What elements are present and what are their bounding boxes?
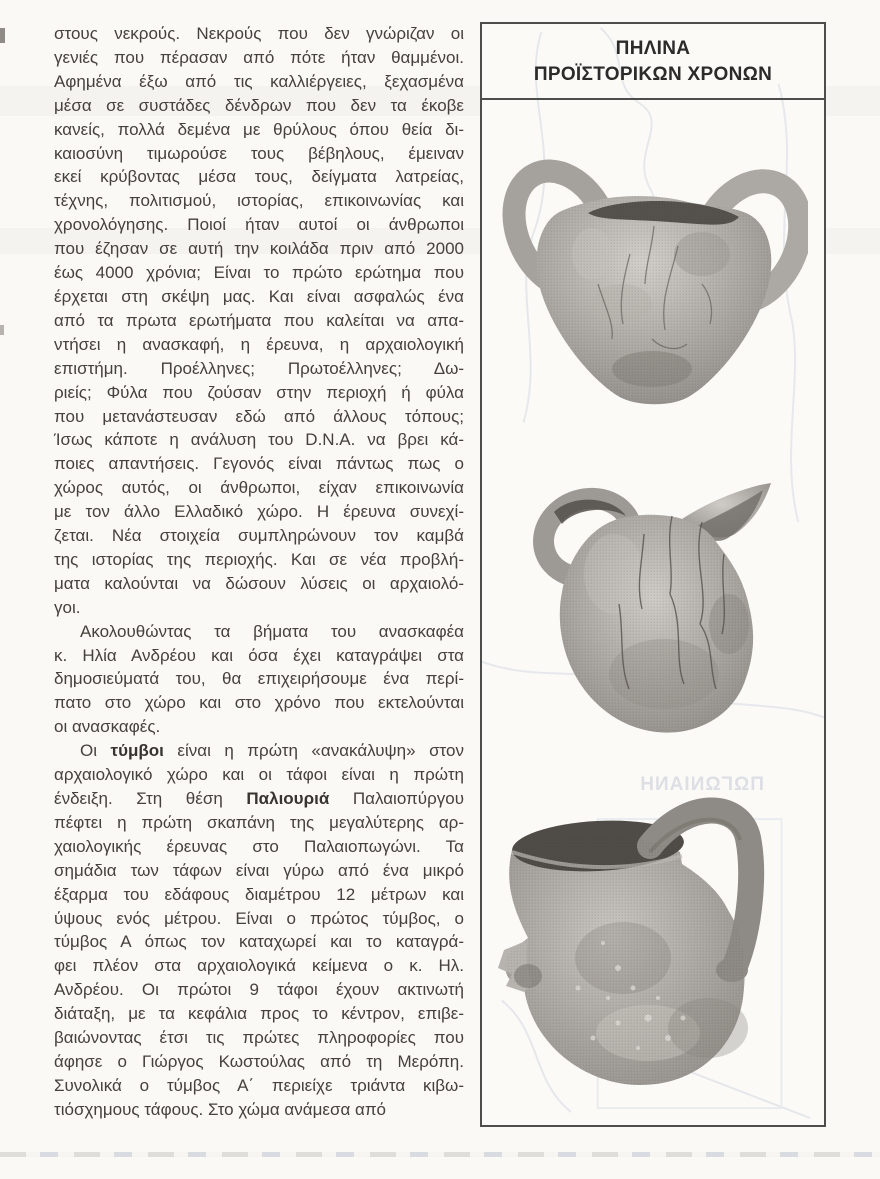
text-line: εκεί κρύβοντας μέσα τους, δείγματα λατρείας, [54, 167, 464, 187]
bleedthrough-text: ΠΩΓΩΝΙΑΝΗ [639, 774, 764, 795]
text-line: έως 4000 χρόνια; Είναι το πρώτο ερώτημα που [54, 263, 464, 283]
pot-photo-jug [524, 474, 782, 752]
text-line: επιστήμη. Προέλληνες; Πρωτοέλληνες; Δω- [54, 358, 464, 378]
text-line: οι ανασκαφές. [54, 717, 161, 737]
text-line: της ιστορίας της περιοχής. Και σε νέα προβλή- [54, 549, 464, 569]
text-line: ποιες απαντήσεις. Γεγονός είναι πάντως πως ο [54, 454, 464, 474]
text-line: τέχνης, πολιτισμού, ιστορίας, επικοινωνίας και [54, 191, 464, 211]
text-line: τιόσχημους τάφους. Στο χώμα ανάμεσα από [54, 1099, 387, 1119]
photo-panel [480, 22, 826, 1127]
text-line: που έζησαν σε αυτή την κοιλάδα πριν από 2000 [54, 239, 464, 259]
text-line: έρχεται στη σκέψη μας. Και είναι ασφαλώς ένα [54, 286, 464, 306]
panel-header [482, 24, 824, 100]
paragraph [54, 22, 464, 620]
paragraph [54, 620, 464, 740]
text-line: χαιολογικής έρευνας στο Παλαιοπωγώνι. Τα [54, 836, 464, 856]
text-line: στους νεκρούς. Νεκρούς που δεν γνώριζαν οι [54, 24, 464, 43]
text-line: γοι. [54, 597, 81, 617]
text-line: δημοσιεύματά του, θα επιχειρήσουμε ένα περί- [54, 669, 464, 689]
text-line: Ίσως κάποτε η ανάλυση του D.N.A. να βρει κά- [54, 430, 464, 450]
text-line: ύψους ενός μέτρου. Είναι ο πρώτος τύμβος, ο [54, 908, 464, 928]
article-text-column [54, 22, 464, 1122]
text-line: με τον άλλο Ελλαδικό χώρο. Η έρευνα συνεχί- [54, 502, 464, 522]
text-line: που μετανάστευσαν εδώ από άλλους τόπους; [54, 406, 464, 426]
text-line: Ανδρέου. Οι πρώτοι 9 τάφοι έχουν ακτινωτή [54, 980, 464, 1000]
text-line: ριείς; Φύλα που ζούσαν στην περιοχή ή φύλα [54, 382, 464, 402]
text-line: έξαρμα του εδάφους διαμέτρου 12 μέτρων και [54, 884, 464, 904]
panel-title-line1: ΠΗΛΙΝΑ [615, 37, 691, 59]
pot-cup-illustration [498, 788, 776, 1104]
text-line: διάταξη, με τα κεφάλια προς το κέντρον, επιβε- [54, 1004, 464, 1024]
paragraph [54, 739, 464, 1122]
text-line: Ακολουθώντας τα βήματα του ανασκαφέα [80, 621, 464, 641]
text-line: σημάδια των τάφων είναι γύρω από ένα μικρό [54, 860, 464, 880]
text-line: γενιές που πέρασαν από πότε ήταν θαμμένοι. [54, 47, 464, 67]
text-line: Συνολικά ο τύμβος Α΄ περιείχε τριάντα κιβω- [54, 1075, 464, 1095]
text-line: χώρος αυτός, οι άνθρωποι, είχαν επικοινωνία [54, 478, 464, 498]
text-line: άφησε ο Γιώργος Κωστούλας από τη Μερόπη. [54, 1051, 464, 1071]
text-line: ντήσει η ανασκαφή, η έρευνα, η αρχαιολογική [54, 334, 464, 354]
pot-photo-amphora [502, 134, 808, 416]
text-line: τύμβος Α όπως τον καταχωρεί και το καταγρά- [54, 932, 464, 952]
text-line: Αφημένα έξω από τις καλλιέργειες, ξεχασμένα [54, 71, 464, 91]
text-line: βαιώνοντας έτσι τις πρώτες πληροφορίες που [54, 1028, 464, 1048]
text-line: χρονολόγησης. Ποιοί ήταν αυτοί οι άνθρωποι [54, 215, 464, 235]
text-line: ένδειξη. Στη θέση Παλιουριά Παλαιοπύργου [54, 789, 464, 808]
scan-streak [0, 1152, 880, 1157]
panel-title-line2: ΠΡΟΪΣΤΟΡΙΚΩΝ ΧΡΟΝΩΝ [533, 63, 773, 85]
text-line: πατο στο χώρο και στο χρόνο που εκτελούνται [54, 693, 464, 713]
pot-jug-illustration [524, 474, 782, 752]
text-line: ζεται. Νέα στοιχεία συμπληρώνουν τον καμβά [54, 526, 464, 546]
text-line: πέφτει η πρώτη σκαπάνη της μεγαλύτερης αρ- [54, 812, 464, 832]
pot-photo-cup [498, 788, 776, 1104]
scan-edge-mark [0, 28, 5, 43]
pot-amphora-illustration [502, 134, 808, 416]
text-line: καιοσύνη τιμωρούσε τους βέβηλους, έμειναν [54, 143, 464, 163]
text-line: κανείς, πολλά δεμένα με θρύλους όπου θεία δι- [54, 119, 464, 139]
text-line: από τα πρωτα ερωτήματα που καλείται να απα- [54, 310, 464, 330]
scan-edge-mark [0, 325, 4, 335]
text-line: ματα καλούνται να δώσουν λύσεις οι αρχαιολό- [54, 573, 464, 593]
text-line: αρχαιολογικό χώρο και οι τάφοι είναι η πρώτη [54, 765, 464, 785]
text-line: Οι τύμβοι είναι η πρώτη «ανακάλυψη» στον [80, 741, 464, 761]
text-line: μέσα σε συστάδες δένδρων που δεν τα έκοβε [54, 95, 464, 115]
text-line: κ. Ηλία Ανδρέου και όσα έχει καταγράψει στα [54, 645, 464, 665]
text-line: φει πλέον στα αρχαιολογικά κείμενα ο κ. Ηλ. [54, 956, 464, 976]
